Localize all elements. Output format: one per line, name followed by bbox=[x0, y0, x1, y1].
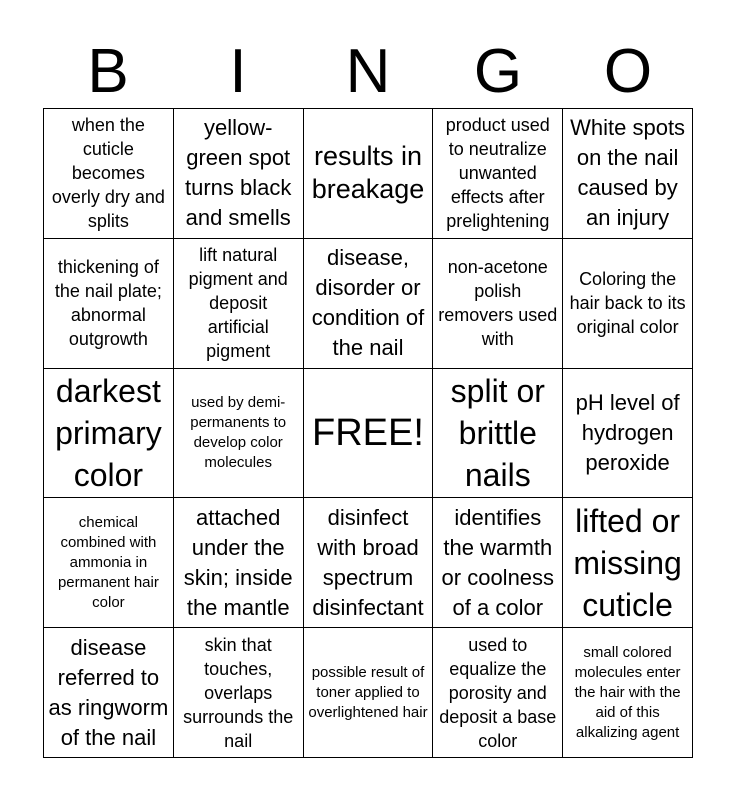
bingo-cell[interactable] bbox=[433, 369, 563, 499]
cell-text: results in breakage bbox=[311, 141, 425, 205]
bingo-cell[interactable] bbox=[563, 369, 693, 499]
cell-text: possible result of toner applied to overlightened hair bbox=[308, 663, 428, 721]
bingo-cell[interactable] bbox=[44, 369, 174, 499]
bingo-cell[interactable] bbox=[433, 628, 563, 758]
bingo-cell[interactable] bbox=[563, 109, 693, 239]
cell-text: skin that touches, overlaps surrounds the nail bbox=[183, 634, 294, 751]
bingo-cell[interactable] bbox=[174, 498, 304, 628]
cell-text: split or brittle nails bbox=[450, 373, 545, 493]
free-space-label: FREE! bbox=[312, 411, 424, 454]
header-letter-o: O bbox=[603, 37, 653, 106]
bingo-cell[interactable] bbox=[44, 498, 174, 628]
bingo-header bbox=[43, 36, 693, 108]
bingo-cell[interactable] bbox=[174, 369, 304, 499]
bingo-cell[interactable] bbox=[174, 628, 304, 758]
cell-text: yellow-green spot turns black and smells bbox=[185, 115, 292, 231]
cell-text: used by demi-permanents to develop color molecules bbox=[190, 393, 287, 471]
cell-text: used to equalize the porosity and deposit a base color bbox=[439, 634, 557, 751]
free-space[interactable] bbox=[304, 369, 434, 499]
cell-text: when the cuticle becomes overly dry and splits bbox=[51, 115, 165, 232]
cell-text: chemical combined with ammonia in permanent hair color bbox=[57, 513, 159, 611]
bingo-cell[interactable] bbox=[433, 239, 563, 369]
bingo-cell[interactable] bbox=[174, 109, 304, 239]
cell-text: non-acetone polish removers used with bbox=[438, 257, 558, 350]
bingo-cell[interactable] bbox=[433, 498, 563, 628]
cell-text: Coloring the hair back to its original color bbox=[569, 269, 686, 338]
cell-text: disease, disorder or condition of the nail bbox=[311, 245, 425, 361]
bingo-cell[interactable] bbox=[433, 109, 563, 239]
cell-text: pH level of hydrogen peroxide bbox=[575, 389, 680, 475]
cell-text: darkest primary color bbox=[55, 373, 162, 493]
bingo-cell[interactable] bbox=[44, 628, 174, 758]
cell-text: lift natural pigment and deposit artificial pigment bbox=[188, 245, 288, 362]
bingo-cell[interactable] bbox=[44, 239, 174, 369]
bingo-cell[interactable] bbox=[304, 628, 434, 758]
bingo-cell[interactable] bbox=[304, 239, 434, 369]
header-letter-g: G bbox=[473, 37, 523, 106]
cell-text: attached under the skin; inside the mantle bbox=[183, 504, 293, 620]
cell-text: lifted or missing cuticle bbox=[573, 502, 682, 623]
cell-text: disease referred to as ringworm of the nail bbox=[48, 634, 169, 750]
bingo-cell[interactable] bbox=[304, 109, 434, 239]
bingo-cell[interactable] bbox=[563, 498, 693, 628]
bingo-cell[interactable] bbox=[563, 628, 693, 758]
header-letter-b: B bbox=[87, 37, 129, 106]
header-letter-i: I bbox=[229, 37, 247, 106]
bingo-cell[interactable] bbox=[304, 498, 434, 628]
cell-text: small colored molecules enter the hair with the aid of this alkalizing agent bbox=[574, 643, 681, 741]
cell-text: White spots on the nail caused by an injury bbox=[570, 115, 686, 231]
bingo-grid bbox=[43, 108, 693, 758]
cell-text: identifies the warmth or coolness of a color bbox=[441, 504, 555, 620]
cell-text: disinfect with broad spectrum disinfectant bbox=[312, 504, 424, 620]
bingo-cell[interactable] bbox=[174, 239, 304, 369]
header-letter-n: N bbox=[345, 37, 391, 106]
bingo-cell[interactable] bbox=[563, 239, 693, 369]
bingo-cell[interactable] bbox=[44, 109, 174, 239]
cell-text: product used to neutralize unwanted effects after prelightening bbox=[445, 115, 550, 232]
cell-text: thickening of the nail plate; abnormal outgrowth bbox=[54, 257, 162, 350]
